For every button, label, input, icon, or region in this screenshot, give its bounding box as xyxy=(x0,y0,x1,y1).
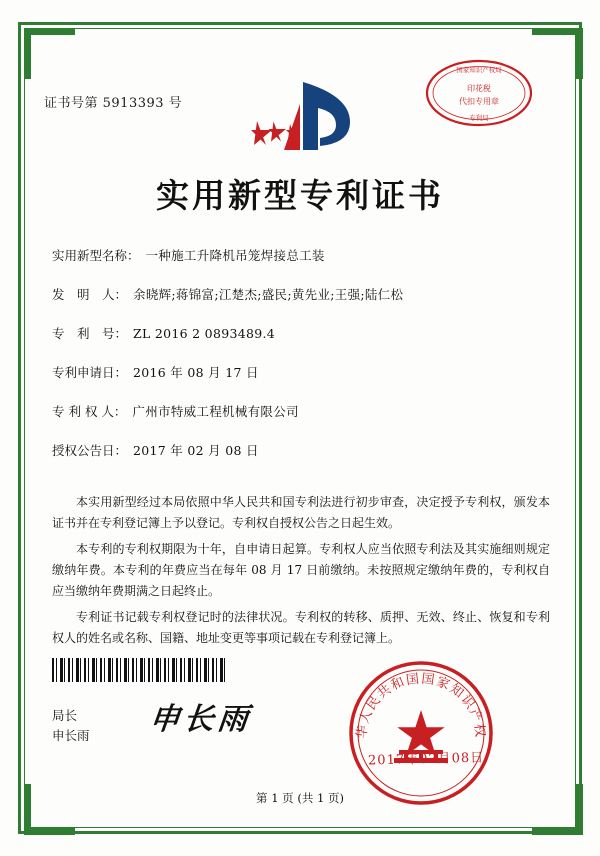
field-value: ZL 2016 2 0893489.4 xyxy=(133,326,275,341)
field-row xyxy=(52,285,552,303)
certificate-number: 证书号第 5913393 号 xyxy=(44,96,183,111)
svg-text:印花税: 印花税 xyxy=(467,84,491,93)
field-label: 专利申请日： xyxy=(52,365,128,380)
svg-text:中华人民共和国国家知识产权局: 华人民共和国国家知识产权 xyxy=(354,671,488,740)
field-label: 发 明 人： xyxy=(52,287,128,302)
field-label: 授权公告日： xyxy=(52,443,128,458)
paragraph: 本实用新型经过本局依照中华人民共和国专利法进行初步审查，决定授予专利权，颁发本证书并在专利登记簿上予以登记。专利权自授权公告之日起生效。 xyxy=(52,495,550,530)
field-label: 实用新型名称： xyxy=(52,248,140,263)
corner-ornament-top-left xyxy=(24,28,75,79)
field-row xyxy=(52,324,552,342)
body-text xyxy=(52,492,550,654)
field-value: 余晓辉;蒋锦富;江楚杰;盛民;黄先业;王强;陆仁松 xyxy=(133,287,404,302)
field-list xyxy=(52,246,552,480)
paragraph: 专利证书记载专利权登记时的法律状况。专利权的转移、质押、无效、终止、恢复和专利权人的姓名或名称、国籍、地址变更等事项记载在专利登记簿上。 xyxy=(52,610,550,645)
field-row xyxy=(52,363,552,381)
official-red-seal xyxy=(346,658,496,808)
field-row xyxy=(52,246,552,264)
barcode xyxy=(52,658,228,682)
page-title: 实用新型专利证书 xyxy=(156,176,444,215)
svg-text:代扣专用章: 代扣专用章 xyxy=(459,97,499,106)
seal-date: 2017年02月08日 xyxy=(367,750,485,769)
field-label: 专 利 号： xyxy=(52,326,128,341)
field-value: 2017 年 02 月 08 日 xyxy=(133,443,259,458)
field-label: 专 利 权 人： xyxy=(52,404,127,419)
svg-text:专利局: 专利局 xyxy=(469,114,489,122)
svg-text:国家知识产权局: 国家知识产权局 xyxy=(456,66,502,74)
signature-block xyxy=(52,706,90,746)
field-value: 2016 年 08 月 17 日 xyxy=(133,365,259,380)
page-number: 第 1 页 (共 1 页) xyxy=(256,791,344,805)
field-value: 广州市特威工程机械有限公司 xyxy=(132,404,299,419)
cnipa-logo-icon xyxy=(240,78,360,156)
paragraph: 本专利的专利权期限为十年，自申请日起算。专利权人应当依照专利法及其实施细则规定缴纳年费。本专利的年费应当在每年 08 月 17 日前缴纳。未按照规定缴纳年费的，专利权自应当缴纳年费期满之日起终止。 xyxy=(52,542,550,598)
field-row xyxy=(52,402,552,420)
field-value: 一种施工升降机吊笼焊接总工装 xyxy=(145,248,325,263)
handwritten-signature: 申长雨 xyxy=(147,702,254,737)
tax-stamp-seal xyxy=(424,58,534,128)
corner-ornament-top-right xyxy=(532,28,583,79)
director-name-label: 申长雨 xyxy=(52,728,90,743)
field-row xyxy=(52,441,552,459)
director-role-label: 局长 xyxy=(52,708,78,723)
